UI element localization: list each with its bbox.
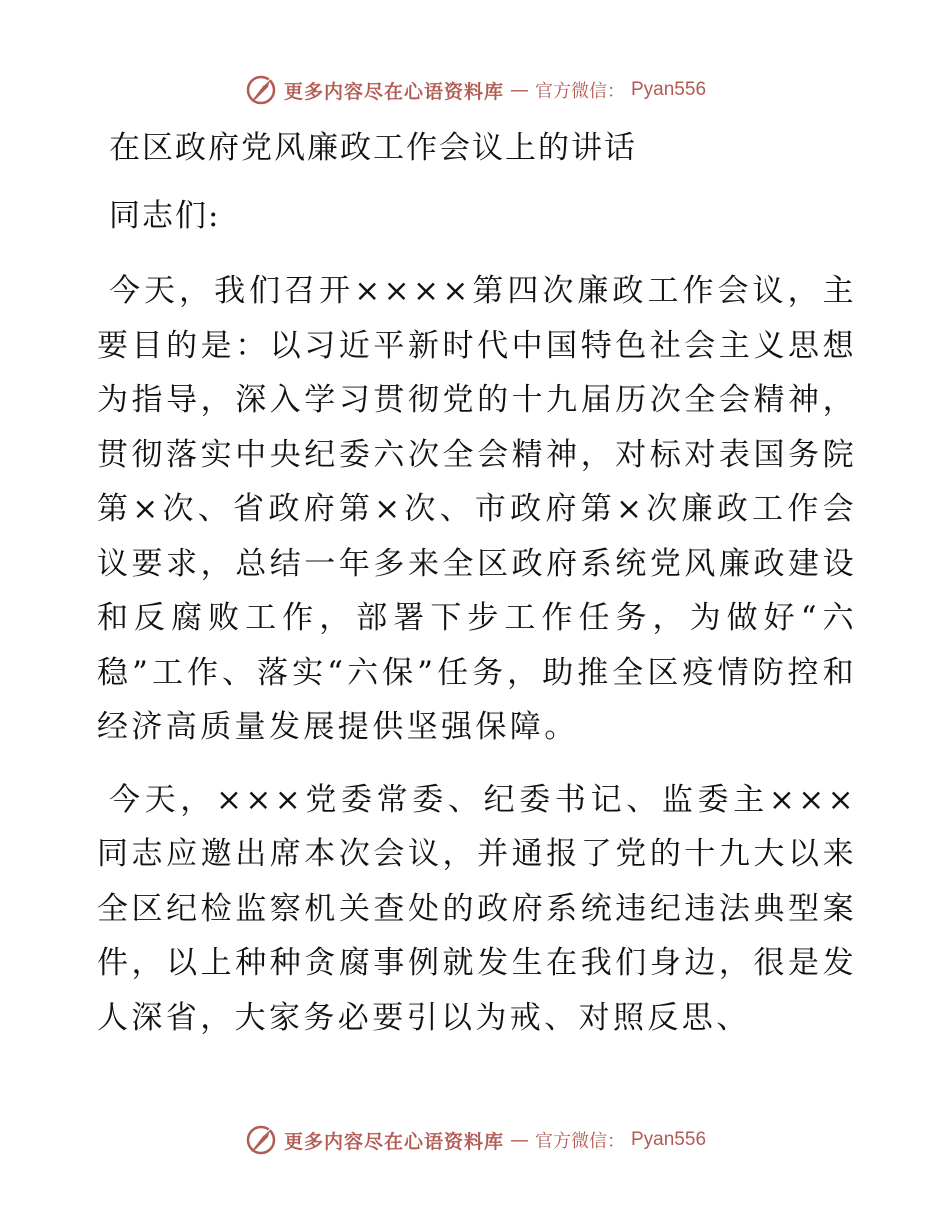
quill-pen-logo-icon [244,73,278,107]
watermark-dash: — [510,1129,529,1151]
watermark-text: 更多内容尽在心语资料库 [283,80,504,103]
watermark-dash: — [510,79,529,101]
quill-pen-logo-icon [244,1123,278,1157]
watermark-wechat-label: 官方微信： [535,81,625,102]
watermark-text: 更多内容尽在心语资料库 [283,1130,504,1153]
footer-watermark [0,1120,950,1160]
watermark-wechat-label: 官方微信： [535,1131,625,1152]
watermark-wechat-id: Pyan556 [631,79,707,100]
salutation: 同志们: [109,198,221,234]
document-title: 在区政府党风廉政工作会议上的讲话 [109,130,637,166]
paragraph-1: 今天，我们召开××××第四次廉政工作会议，主要目的是：以习近平新时代中国特色社会主义思想为指导，深入学习贯彻党的十九届历次全会精神，贯彻落实中央纪委六次全会精神，对标对表国务院第×次、省政府第×次、市政府第×次廉政工作会议要求，总结一年多来全区政府系统党风廉政建设和反腐败工作，部署下步工作任务，为做好“六稳”工作、落实“六保”任务，助推全区疫情防控和经济高质量发展提供坚强保障。 [97,273,857,745]
watermark-wechat-id: Pyan556 [631,1129,707,1150]
header-watermark [0,70,950,110]
paragraph-2: 今天，×××党委常委、纪委书记、监委主×××同志应邀出席本次会议，并通报了党的十九大以来全区纪检监察机关查处的政府系统违纪违法典型案件，以上种种贪腐事例就发生在我们身边，很是发人深省，大家务必要引以为戒、对照反思、 [97,781,857,1036]
document-body [97,118,857,1045]
